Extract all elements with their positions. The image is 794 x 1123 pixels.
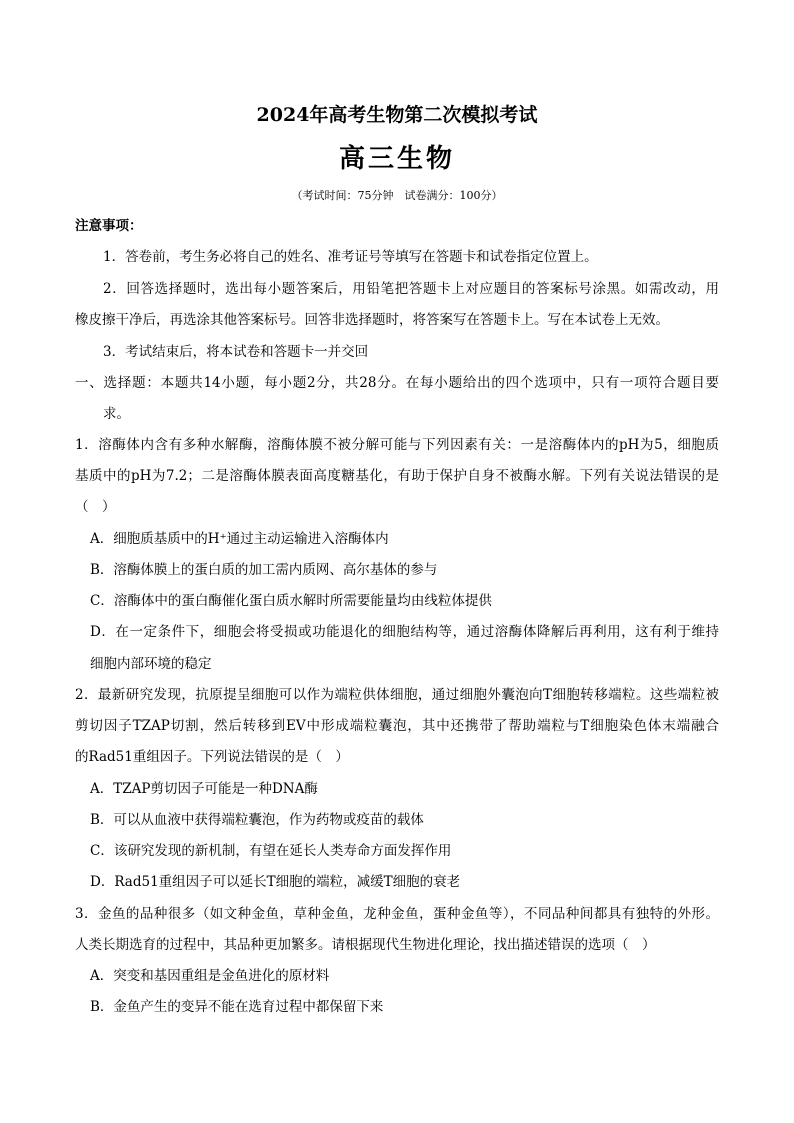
option-b: B．溶酶体膜上的蛋白质的加工需内质网、高尔基体的参与 — [90, 562, 438, 578]
question-stem: 剪切因子TZAP切割，然后转移到EV中形成端粒囊泡，其中还携带了帮助端粒与T细胞染色体末端融合 — [75, 718, 719, 734]
note-item-continued: 橡皮擦干净后，再选涂其他答案标号。回答非选择题时，将答案写在答题卡上。写在本试卷上无效。 — [75, 312, 669, 328]
section-heading-continued: 求。 — [103, 406, 130, 422]
option-a: A．细胞质基质中的H⁺通过主动运输进入溶酶体内 — [90, 531, 389, 547]
question-stem: 基质中的pH为7.2；二是溶酶体膜表面高度糖基化，有助于保护自身不被酶水解。下列有关说法错误的是 — [75, 468, 719, 484]
notes-heading: 注意事项： — [75, 218, 143, 234]
option-b: B．金鱼产生的变异不能在选育过程中都保留下来 — [90, 999, 384, 1015]
exam-subject: 高三生物 — [338, 144, 455, 174]
option-a: A．突变和基因重组是金鱼进化的原材料 — [90, 968, 330, 984]
question-stem: 2．最新研究发现，抗原提呈细胞可以作为端粒供体细胞，通过细胞外囊泡向T细胞转移端粒。这些端粒被 — [75, 687, 719, 703]
question-stem: 人类长期选育的过程中，其品种更加繁多。请根据现代生物进化理论，找出描述错误的选项（ ） — [75, 937, 656, 953]
exam-title: 2024年高考生物第二次模拟考试 — [256, 104, 538, 126]
note-item: 3．考试结束后，将本试卷和答题卡一并交回 — [103, 344, 369, 360]
section-heading: 一、选择题：本题共14小题，每小题2分，共28分。在每小题给出的四个选项中，只有一项符合题目要 — [75, 375, 719, 391]
answer-bracket: （ ） — [75, 499, 116, 515]
note-item: 2．回答选择题时，选出每小题答案后，用铅笔把答题卡上对应题目的答案标号涂黑。如需改动，用 — [103, 281, 719, 297]
option-d: D．在一定条件下，细胞会将受损或功能退化的细胞结构等，通过溶酶体降解后再利用，这有利于维持 — [90, 624, 719, 640]
question-stem: 的Rad51重组因子。下列说法错误的是（ ） — [75, 749, 349, 765]
option-a: A．TZAP剪切因子可能是一种DNA酶 — [90, 781, 318, 797]
question-stem: 1．溶酶体内含有多种水解酶，溶酶体膜不被分解可能与下列因素有关：一是溶酶体内的pH为5，细胞质 — [75, 437, 719, 453]
note-item: 1．答卷前，考生务必将自己的姓名、准考证号等填写在答题卡和试卷指定位置上。 — [103, 249, 598, 265]
option-d: D．Rad51重组因子可以延长T细胞的端粒，减缓T细胞的衰老 — [90, 874, 461, 890]
option-c: C．溶酶体中的蛋白酶催化蛋白质水解时所需要能量均由线粒体提供 — [90, 593, 492, 609]
exam-info: （考试时间：75分钟 试卷满分：100分） — [291, 189, 503, 202]
option-b: B．可以从血液中获得端粒囊泡，作为药物或疫苗的载体 — [90, 812, 424, 828]
question-stem: 3．金鱼的品种很多（如文种金鱼，草种金鱼，龙种金鱼，蛋种金鱼等），不同品种间都具有独特的外形。 — [75, 906, 719, 922]
option-c: C．该研究发现的新机制，有望在延长人类寿命方面发挥作用 — [90, 843, 452, 859]
option-d-continued: 细胞内部环境的稳定 — [90, 656, 212, 672]
